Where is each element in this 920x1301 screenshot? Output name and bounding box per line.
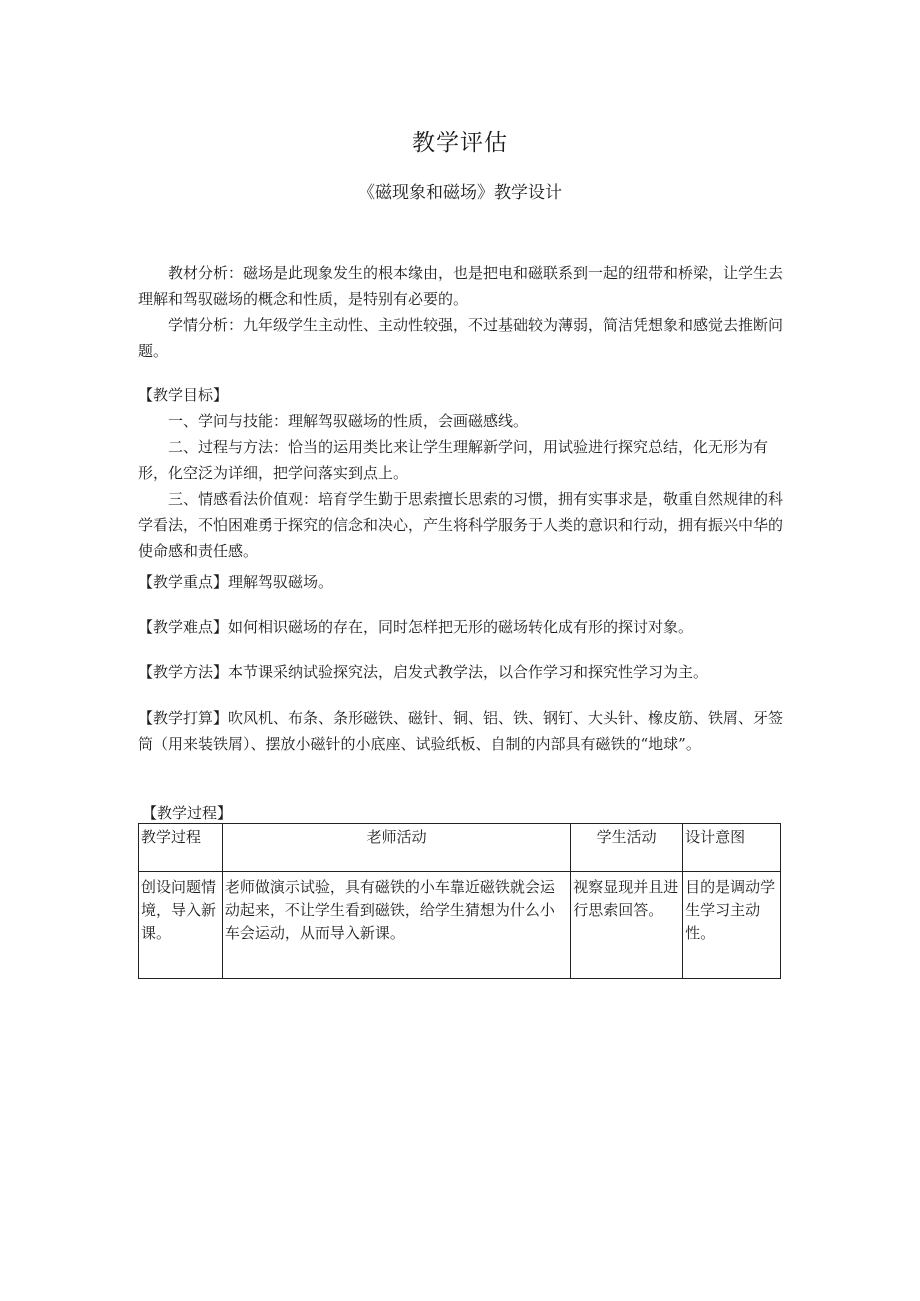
- analysis-section: [138, 260, 788, 364]
- material-analysis: 教材分析：磁场是此现象发生的根本缘由，也是把电和磁联系到一起的纽带和桥梁，让学生去理解和驾驭磁场的概念和性质，是特别有必要的。: [138, 264, 784, 308]
- header-teacher: 老师活动: [222, 824, 570, 872]
- cell-teacher: 老师做演示试验，具有磁铁的小车靠近磁铁就会运动起来，不让学生看到磁铁，给学生猜想为什么小车会运动，从而导入新课。: [222, 872, 570, 979]
- method-section: [138, 659, 788, 685]
- key-point-text: 理解驾驭磁场。: [228, 573, 334, 591]
- objective-item: 二、过程与方法：恰当的运用类比来让学生理解新学问，用试验进行探究总结，化无形为有形，化空泛为详细，把学问落实到点上。: [138, 438, 769, 482]
- table-row: [139, 872, 781, 979]
- process-table: [138, 823, 781, 979]
- cell-student: 视察显现并且进行思索回答。: [571, 872, 683, 979]
- objective-item: 一、学问与技能：理解驾驭磁场的性质，会画磁感线。: [168, 412, 529, 430]
- cell-intent: 目的是调动学生学习主动性。: [683, 872, 781, 979]
- student-analysis: 学情分析：九年级学生主动性、主动性较强，不过基础较为薄弱，简洁凭想象和感觉去推断问题。: [138, 316, 784, 360]
- key-point-section: [138, 569, 788, 595]
- document-subtitle: 《磁现象和磁场》教学设计: [358, 183, 562, 203]
- table-header-row: [139, 824, 781, 872]
- header-student: 学生活动: [571, 824, 683, 872]
- method-text: 本节课采纳试验探究法，启发式教学法，以合作学习和探究性学习为主。: [228, 663, 709, 681]
- preparation-section: [138, 705, 788, 757]
- difficulty-section: [138, 614, 788, 640]
- objective-item: 三、情感看法价值观：培育学生勤于思索擅长思索的习惯，拥有实事求是，敬重自然规律的科学看法，不怕困难勇于探究的信念和决心，产生将科学服务于人类的意识和行动，拥有振兴中华的使命感和责任感。: [138, 490, 784, 560]
- preparation-label: 【教学打算】: [138, 709, 229, 727]
- objectives-heading: 【教学目标】: [138, 386, 229, 404]
- preparation-text: 吹风机、布条、条形磁铁、磁针、铜、铝、铁、钢钉、大头针、橡皮筋、铁屑、牙签筒（用来装铁屑）、摆放小磁针的小底座、试验纸板、自制的内部具有磁铁的“地球”。: [138, 709, 784, 753]
- page-title: 教学评估: [412, 130, 508, 156]
- key-point-label: 【教学重点】: [138, 573, 229, 591]
- difficulty-label: 【教学难点】: [138, 618, 229, 636]
- method-label: 【教学方法】: [138, 663, 229, 681]
- objectives-section: [138, 382, 788, 564]
- cell-stage: 创设问题情境，导入新课。: [139, 872, 223, 979]
- process-heading: 【教学过程】: [142, 804, 233, 822]
- difficulty-text: 如何相识磁场的存在，同时怎样把无形的磁场转化成有形的探讨对象。: [228, 618, 694, 636]
- header-intent: 设计意图: [683, 824, 781, 872]
- header-stage: 教学过程: [139, 824, 223, 872]
